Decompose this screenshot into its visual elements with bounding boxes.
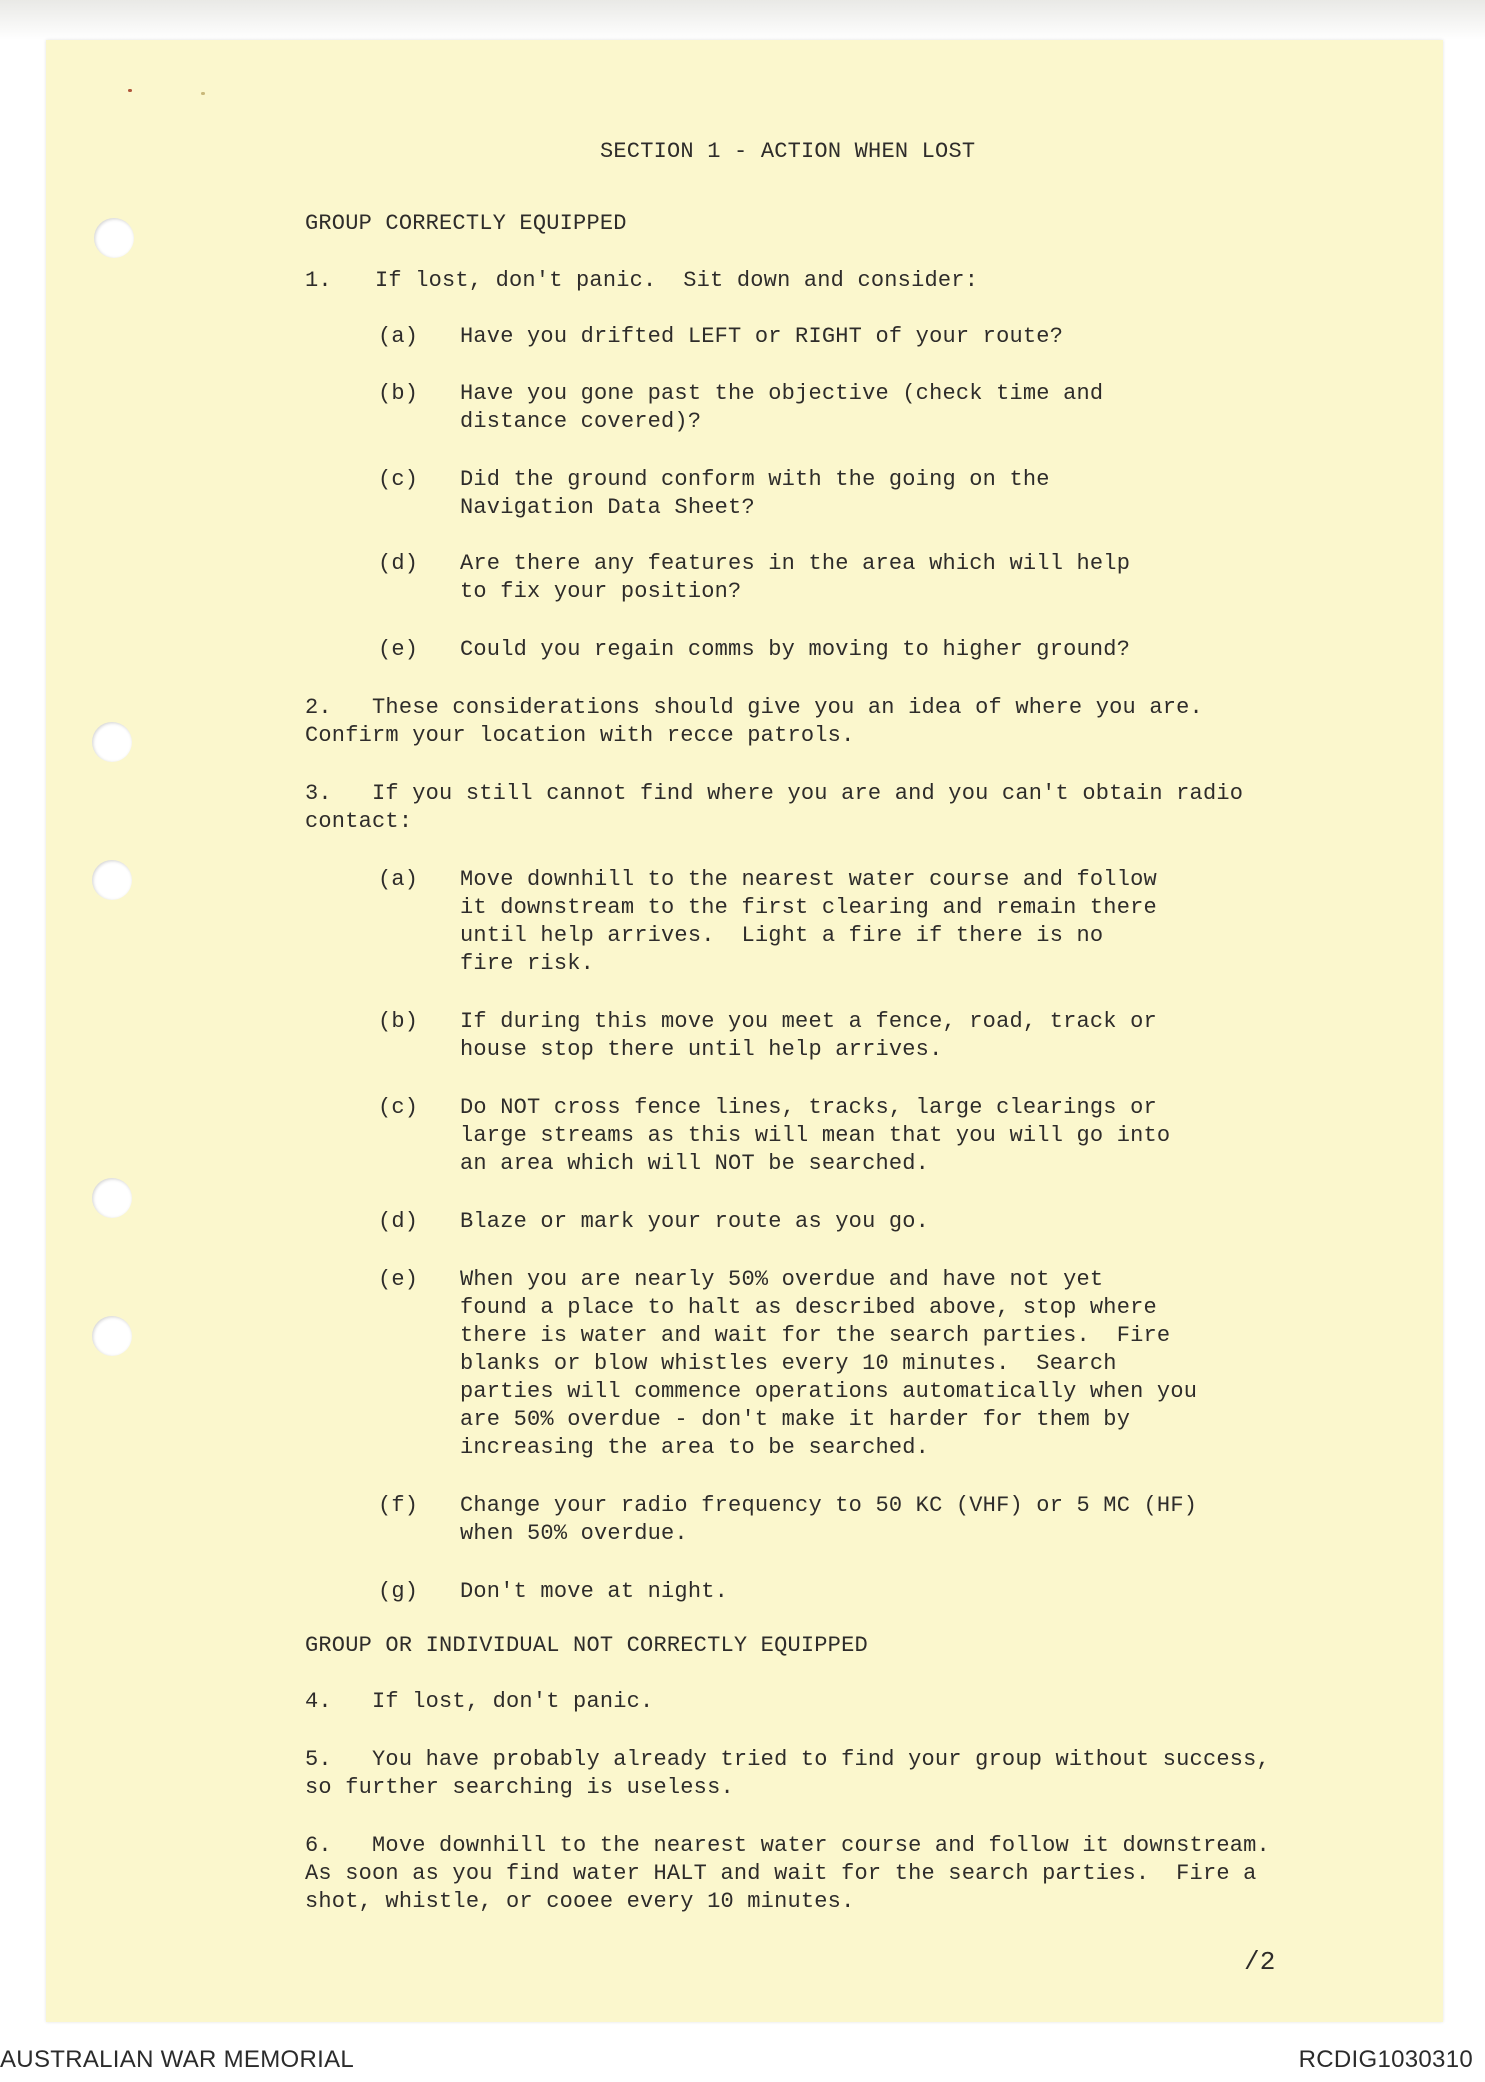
item-3-line: 3. If you still cannot find where you are and you can't obtain radio bbox=[305, 781, 1244, 806]
subheading-not-correctly-equipped: GROUP OR INDIVIDUAL NOT CORRECTLY EQUIPPED bbox=[305, 1633, 868, 1658]
item-1-d-line: Are there any features in the area which will help bbox=[460, 551, 1131, 576]
punch-hole bbox=[94, 218, 134, 258]
subheading-correctly-equipped: GROUP CORRECTLY EQUIPPED bbox=[305, 211, 627, 236]
scan-top-shadow bbox=[0, 0, 1485, 40]
item-3-d-label: (d) bbox=[378, 1209, 419, 1234]
section-title: SECTION 1 - ACTION WHEN LOST bbox=[600, 139, 976, 164]
item-5-line: 5. You have probably already tried to find your group without success, bbox=[305, 1747, 1270, 1772]
item-1-a-line: Have you drifted LEFT or RIGHT of your route? bbox=[460, 324, 1064, 349]
item-1-e-line: Could you regain comms by moving to higher ground? bbox=[460, 637, 1131, 662]
item-1-c-line: Did the ground conform with the going on the bbox=[460, 467, 1050, 492]
paper-mark bbox=[201, 92, 205, 95]
item-6-line: 6. Move downhill to the nearest water course and follow it downstream. bbox=[305, 1833, 1270, 1858]
item-2-line: 2. These considerations should give you an idea of where you are. bbox=[305, 695, 1203, 720]
item-4-line: 4. If lost, don't panic. bbox=[305, 1689, 654, 1714]
item-3-a-line: it downstream to the first clearing and remain there bbox=[460, 895, 1157, 920]
item-3-g-line: Don't move at night. bbox=[460, 1579, 729, 1604]
item-3-c-line: Do NOT cross fence lines, tracks, large clearings or bbox=[460, 1095, 1157, 1120]
item-3-c-line: large streams as this will mean that you will go into bbox=[460, 1123, 1171, 1148]
item-1-number: 1. bbox=[305, 268, 332, 293]
item-3-a-line: Move downhill to the nearest water course and follow bbox=[460, 867, 1157, 892]
item-3-a-line: until help arrives. Light a fire if there is no bbox=[460, 923, 1104, 948]
item-3-e-line: increasing the area to be searched. bbox=[460, 1435, 930, 1460]
item-3-a-label: (a) bbox=[378, 867, 419, 892]
item-3-e-line: parties will commence operations automatically when you bbox=[460, 1379, 1198, 1404]
item-6-line: As soon as you find water HALT and wait for the search parties. Fire a bbox=[305, 1861, 1257, 1886]
punch-hole bbox=[92, 1316, 132, 1356]
item-1-c-label: (c) bbox=[378, 467, 419, 492]
item-3-b-line: If during this move you meet a fence, road, track or bbox=[460, 1009, 1157, 1034]
item-3-f-line: when 50% overdue. bbox=[460, 1521, 688, 1546]
punch-hole bbox=[92, 1178, 132, 1218]
item-1-text: If lost, don't panic. Sit down and consider: bbox=[375, 268, 979, 293]
item-6-line: shot, whistle, or cooee every 10 minutes. bbox=[305, 1889, 855, 1914]
item-1-e-label: (e) bbox=[378, 637, 419, 662]
item-3-e-line: are 50% overdue - don't make it harder for them by bbox=[460, 1407, 1131, 1432]
item-1-a-label: (a) bbox=[378, 324, 419, 349]
item-1-b-line: Have you gone past the objective (check time and bbox=[460, 381, 1104, 406]
item-3-a-line: fire risk. bbox=[460, 951, 595, 976]
item-3-e-line: blanks or blow whistles every 10 minutes. Search bbox=[460, 1351, 1117, 1376]
page-continuation-marker: /2 bbox=[1244, 1947, 1276, 1977]
paper-mark bbox=[128, 89, 132, 92]
item-5-line: so further searching is useless. bbox=[305, 1775, 734, 1800]
item-1-d-label: (d) bbox=[378, 551, 419, 576]
item-3-e-line: there is water and wait for the search parties. Fire bbox=[460, 1323, 1171, 1348]
item-1-d-line: to fix your position? bbox=[460, 579, 742, 604]
punch-hole bbox=[92, 722, 132, 762]
item-3-f-line: Change your radio frequency to 50 KC (VHF) or 5 MC (HF) bbox=[460, 1493, 1198, 1518]
item-3-c-line: an area which will NOT be searched. bbox=[460, 1151, 930, 1176]
item-1-c-line: Navigation Data Sheet? bbox=[460, 495, 755, 520]
item-3-e-label: (e) bbox=[378, 1267, 419, 1292]
item-1-b-line: distance covered)? bbox=[460, 409, 702, 434]
punch-hole bbox=[92, 860, 132, 900]
item-2-line: Confirm your location with recce patrols. bbox=[305, 723, 855, 748]
archive-credit: AUSTRALIAN WAR MEMORIAL bbox=[0, 2046, 355, 2073]
item-3-e-line: found a place to halt as described above, stop where bbox=[460, 1295, 1157, 1320]
item-3-line: contact: bbox=[305, 809, 413, 834]
item-3-b-line: house stop there until help arrives. bbox=[460, 1037, 943, 1062]
archive-identifier: RCDIG1030310 bbox=[1298, 2046, 1473, 2073]
item-3-g-label: (g) bbox=[378, 1579, 419, 1604]
item-3-d-line: Blaze or mark your route as you go. bbox=[460, 1209, 930, 1234]
item-3-b-label: (b) bbox=[378, 1009, 419, 1034]
item-3-c-label: (c) bbox=[378, 1095, 419, 1120]
item-1-b-label: (b) bbox=[378, 381, 419, 406]
item-3-e-line: When you are nearly 50% overdue and have not yet bbox=[460, 1267, 1104, 1292]
item-3-f-label: (f) bbox=[378, 1493, 419, 1518]
